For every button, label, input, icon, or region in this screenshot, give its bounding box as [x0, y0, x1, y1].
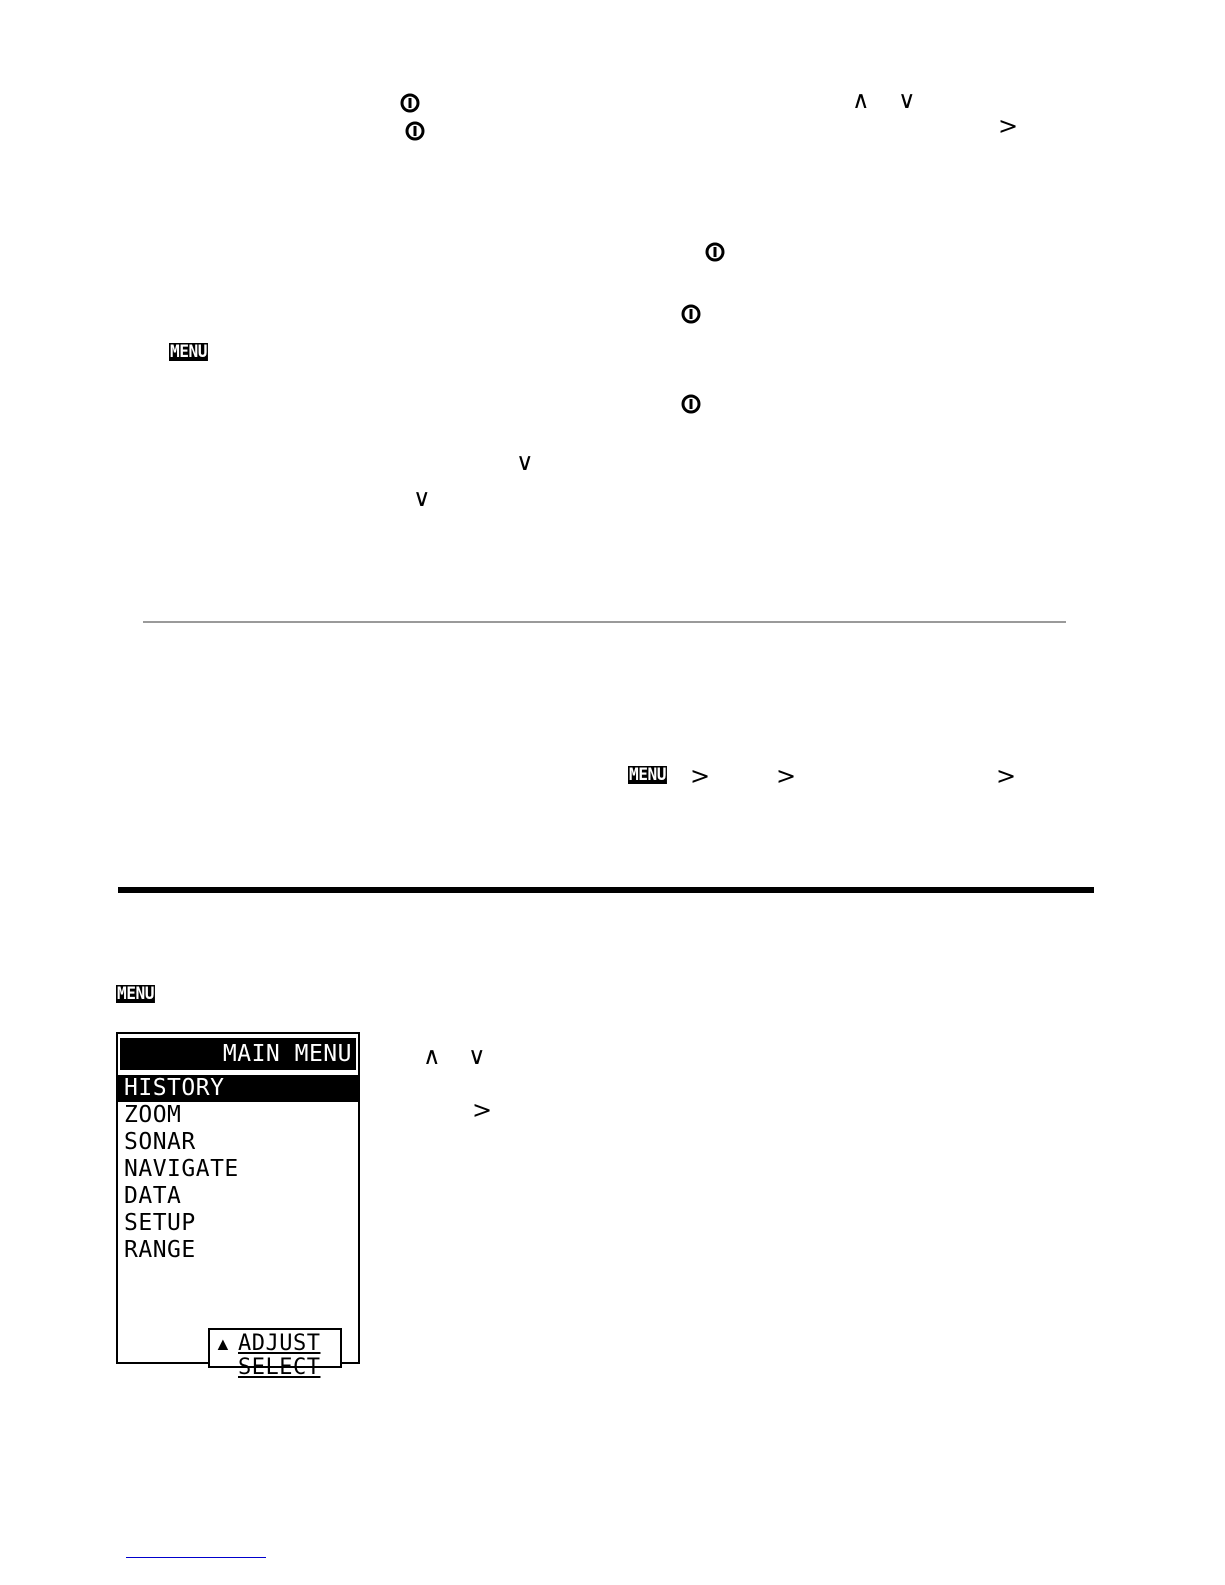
- power-icon: [405, 121, 425, 141]
- hint-adjust: ADJUST: [238, 1331, 321, 1356]
- menu-item-history[interactable]: HISTORY: [118, 1075, 358, 1102]
- right-arrow-icon: >: [996, 762, 1017, 790]
- menu-list: [118, 1075, 358, 1264]
- menu-item-data[interactable]: DATA: [124, 1183, 182, 1209]
- menu-item-navigate[interactable]: NAVIGATE: [124, 1156, 239, 1182]
- power-icon: [705, 242, 725, 262]
- power-icon: [681, 304, 701, 324]
- main-menu-screen: [116, 1032, 360, 1380]
- up-down-arrow-icon: ▲: [214, 1334, 232, 1354]
- down-arrow-icon: ∨: [468, 1042, 486, 1070]
- down-arrow-icon: ∨: [898, 86, 916, 114]
- right-arrow-icon: >: [690, 762, 711, 790]
- power-icon: [400, 93, 420, 113]
- menu-item-zoom[interactable]: ZOOM: [124, 1102, 182, 1128]
- heading-rule: [118, 887, 1094, 893]
- menu-key-icon: MENU: [116, 984, 154, 1004]
- down-arrow-icon: ∨: [516, 448, 534, 476]
- menu-key-icon: MENU: [628, 765, 666, 785]
- right-arrow-icon: >: [998, 112, 1019, 140]
- down-arrow-icon: ∨: [413, 484, 431, 512]
- menu-item-setup[interactable]: SETUP: [124, 1210, 196, 1236]
- power-icon: [681, 394, 701, 414]
- footnote-rule: [126, 1557, 266, 1558]
- up-arrow-icon: ∧: [423, 1042, 441, 1070]
- menu-key-icon: MENU: [169, 342, 207, 362]
- menu-item-sonar[interactable]: SONAR: [124, 1129, 196, 1155]
- menu-item-range[interactable]: RANGE: [124, 1237, 196, 1263]
- key-hint-box: [208, 1328, 342, 1380]
- screen-title: MAIN MENU: [120, 1038, 356, 1070]
- up-arrow-icon: ∧: [852, 86, 870, 114]
- section-divider: [143, 621, 1066, 623]
- right-arrow-icon: >: [472, 1096, 493, 1124]
- right-arrow-icon: >: [776, 762, 797, 790]
- hint-select: SELECT: [238, 1355, 321, 1380]
